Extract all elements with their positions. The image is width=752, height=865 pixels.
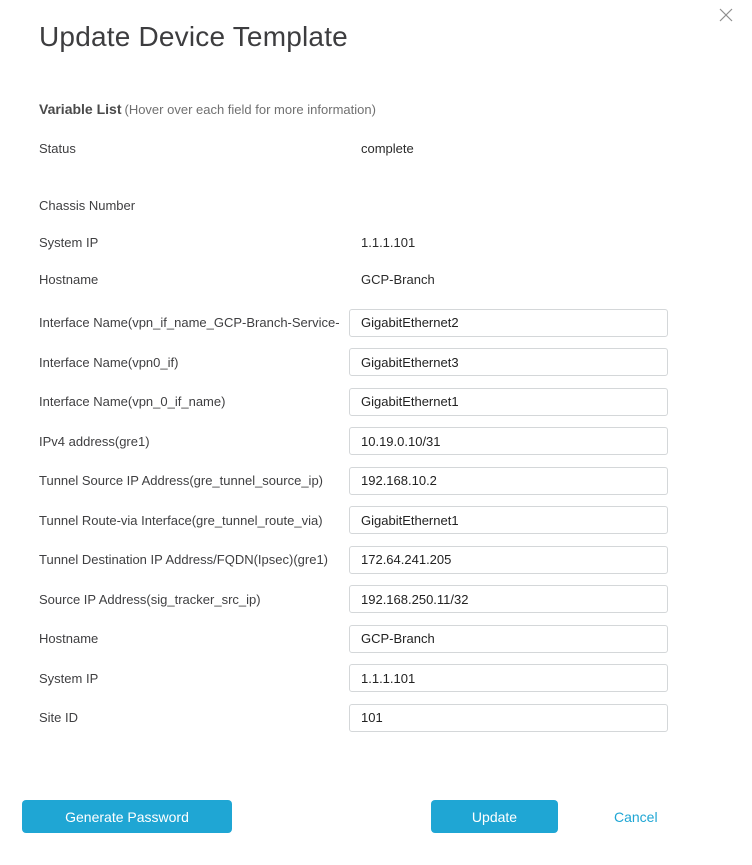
sig-tracker-src-ip-input[interactable] — [349, 585, 668, 613]
field-label: Hostname — [39, 272, 99, 287]
page-title: Update Device Template — [39, 21, 348, 52]
status-value: complete — [361, 141, 414, 156]
update-button[interactable]: Update — [431, 800, 558, 833]
static-row-chassis-number — [39, 187, 752, 224]
interface-name-service-input[interactable] — [349, 309, 668, 337]
input-row-source-ip-tracker — [39, 580, 752, 620]
tunnel-route-via-input[interactable] — [349, 506, 668, 534]
field-label: Status — [39, 141, 76, 156]
field-label: Source IP Address(sig_tracker_src_ip) — [39, 591, 261, 607]
tunnel-source-ip-input[interactable] — [349, 467, 668, 495]
hostname-input[interactable] — [349, 625, 668, 653]
field-label: Interface Name(vpn_if_name_GCP-Branch-Service- — [39, 315, 340, 331]
ipv4-address-gre1-input[interactable] — [349, 427, 668, 455]
field-label: System IP — [39, 670, 99, 686]
field-label: Tunnel Route-via Interface(gre_tunnel_route_via) — [39, 512, 323, 528]
interface-name-vpn-0-if-name-input[interactable] — [349, 388, 668, 416]
field-label: Site ID — [39, 710, 79, 726]
modal-footer — [0, 800, 752, 840]
input-row-system-ip — [39, 659, 752, 699]
close-icon[interactable] — [717, 6, 735, 24]
field-label: IPv4 address(gre1) — [39, 433, 150, 449]
variable-list-heading — [0, 102, 752, 117]
editable-field-rows — [0, 303, 752, 738]
field-label: Tunnel Source IP Address(gre_tunnel_source_ip) — [39, 473, 324, 489]
static-row-hostname — [39, 261, 752, 298]
field-label: Tunnel Destination IP Address/FQDN(Ipsec)(gre1) — [39, 552, 329, 568]
system-ip-input[interactable] — [349, 664, 668, 692]
system-ip-value: 1.1.1.101 — [361, 235, 416, 250]
field-label: Interface Name(vpn_0_if_name) — [39, 394, 226, 410]
input-row-site-id — [39, 698, 752, 738]
input-row-interface-name-service — [39, 303, 752, 343]
generate-password-button[interactable]: Generate Password — [22, 800, 232, 833]
input-row-interface-name-vpn0-if — [39, 343, 752, 383]
site-id-input[interactable] — [349, 704, 668, 732]
input-row-interface-name-vpn-0-if-name — [39, 382, 752, 422]
interface-name-vpn0-if-input[interactable] — [349, 348, 668, 376]
static-row-system-ip — [39, 224, 752, 261]
row-spacer — [39, 167, 752, 187]
tunnel-destination-ip-input[interactable] — [349, 546, 668, 574]
input-row-ipv4-address-gre1 — [39, 422, 752, 462]
cancel-button[interactable]: Cancel — [608, 800, 664, 833]
hostname-value: GCP-Branch — [361, 272, 435, 287]
variable-list-label: Variable List — [39, 101, 122, 117]
static-field-rows — [0, 130, 752, 298]
variable-list-hint: (Hover over each field for more information) — [124, 102, 376, 117]
field-label: Hostname — [39, 631, 99, 647]
field-label: System IP — [39, 235, 99, 250]
field-label: Interface Name(vpn0_if) — [39, 354, 179, 370]
close-icon-glyph — [719, 8, 733, 22]
static-row-status — [39, 130, 752, 167]
input-row-tunnel-route-via — [39, 501, 752, 541]
input-row-hostname — [39, 619, 752, 659]
field-label: Chassis Number — [39, 198, 136, 213]
input-row-tunnel-source-ip — [39, 461, 752, 501]
input-row-tunnel-destination-ip — [39, 540, 752, 580]
